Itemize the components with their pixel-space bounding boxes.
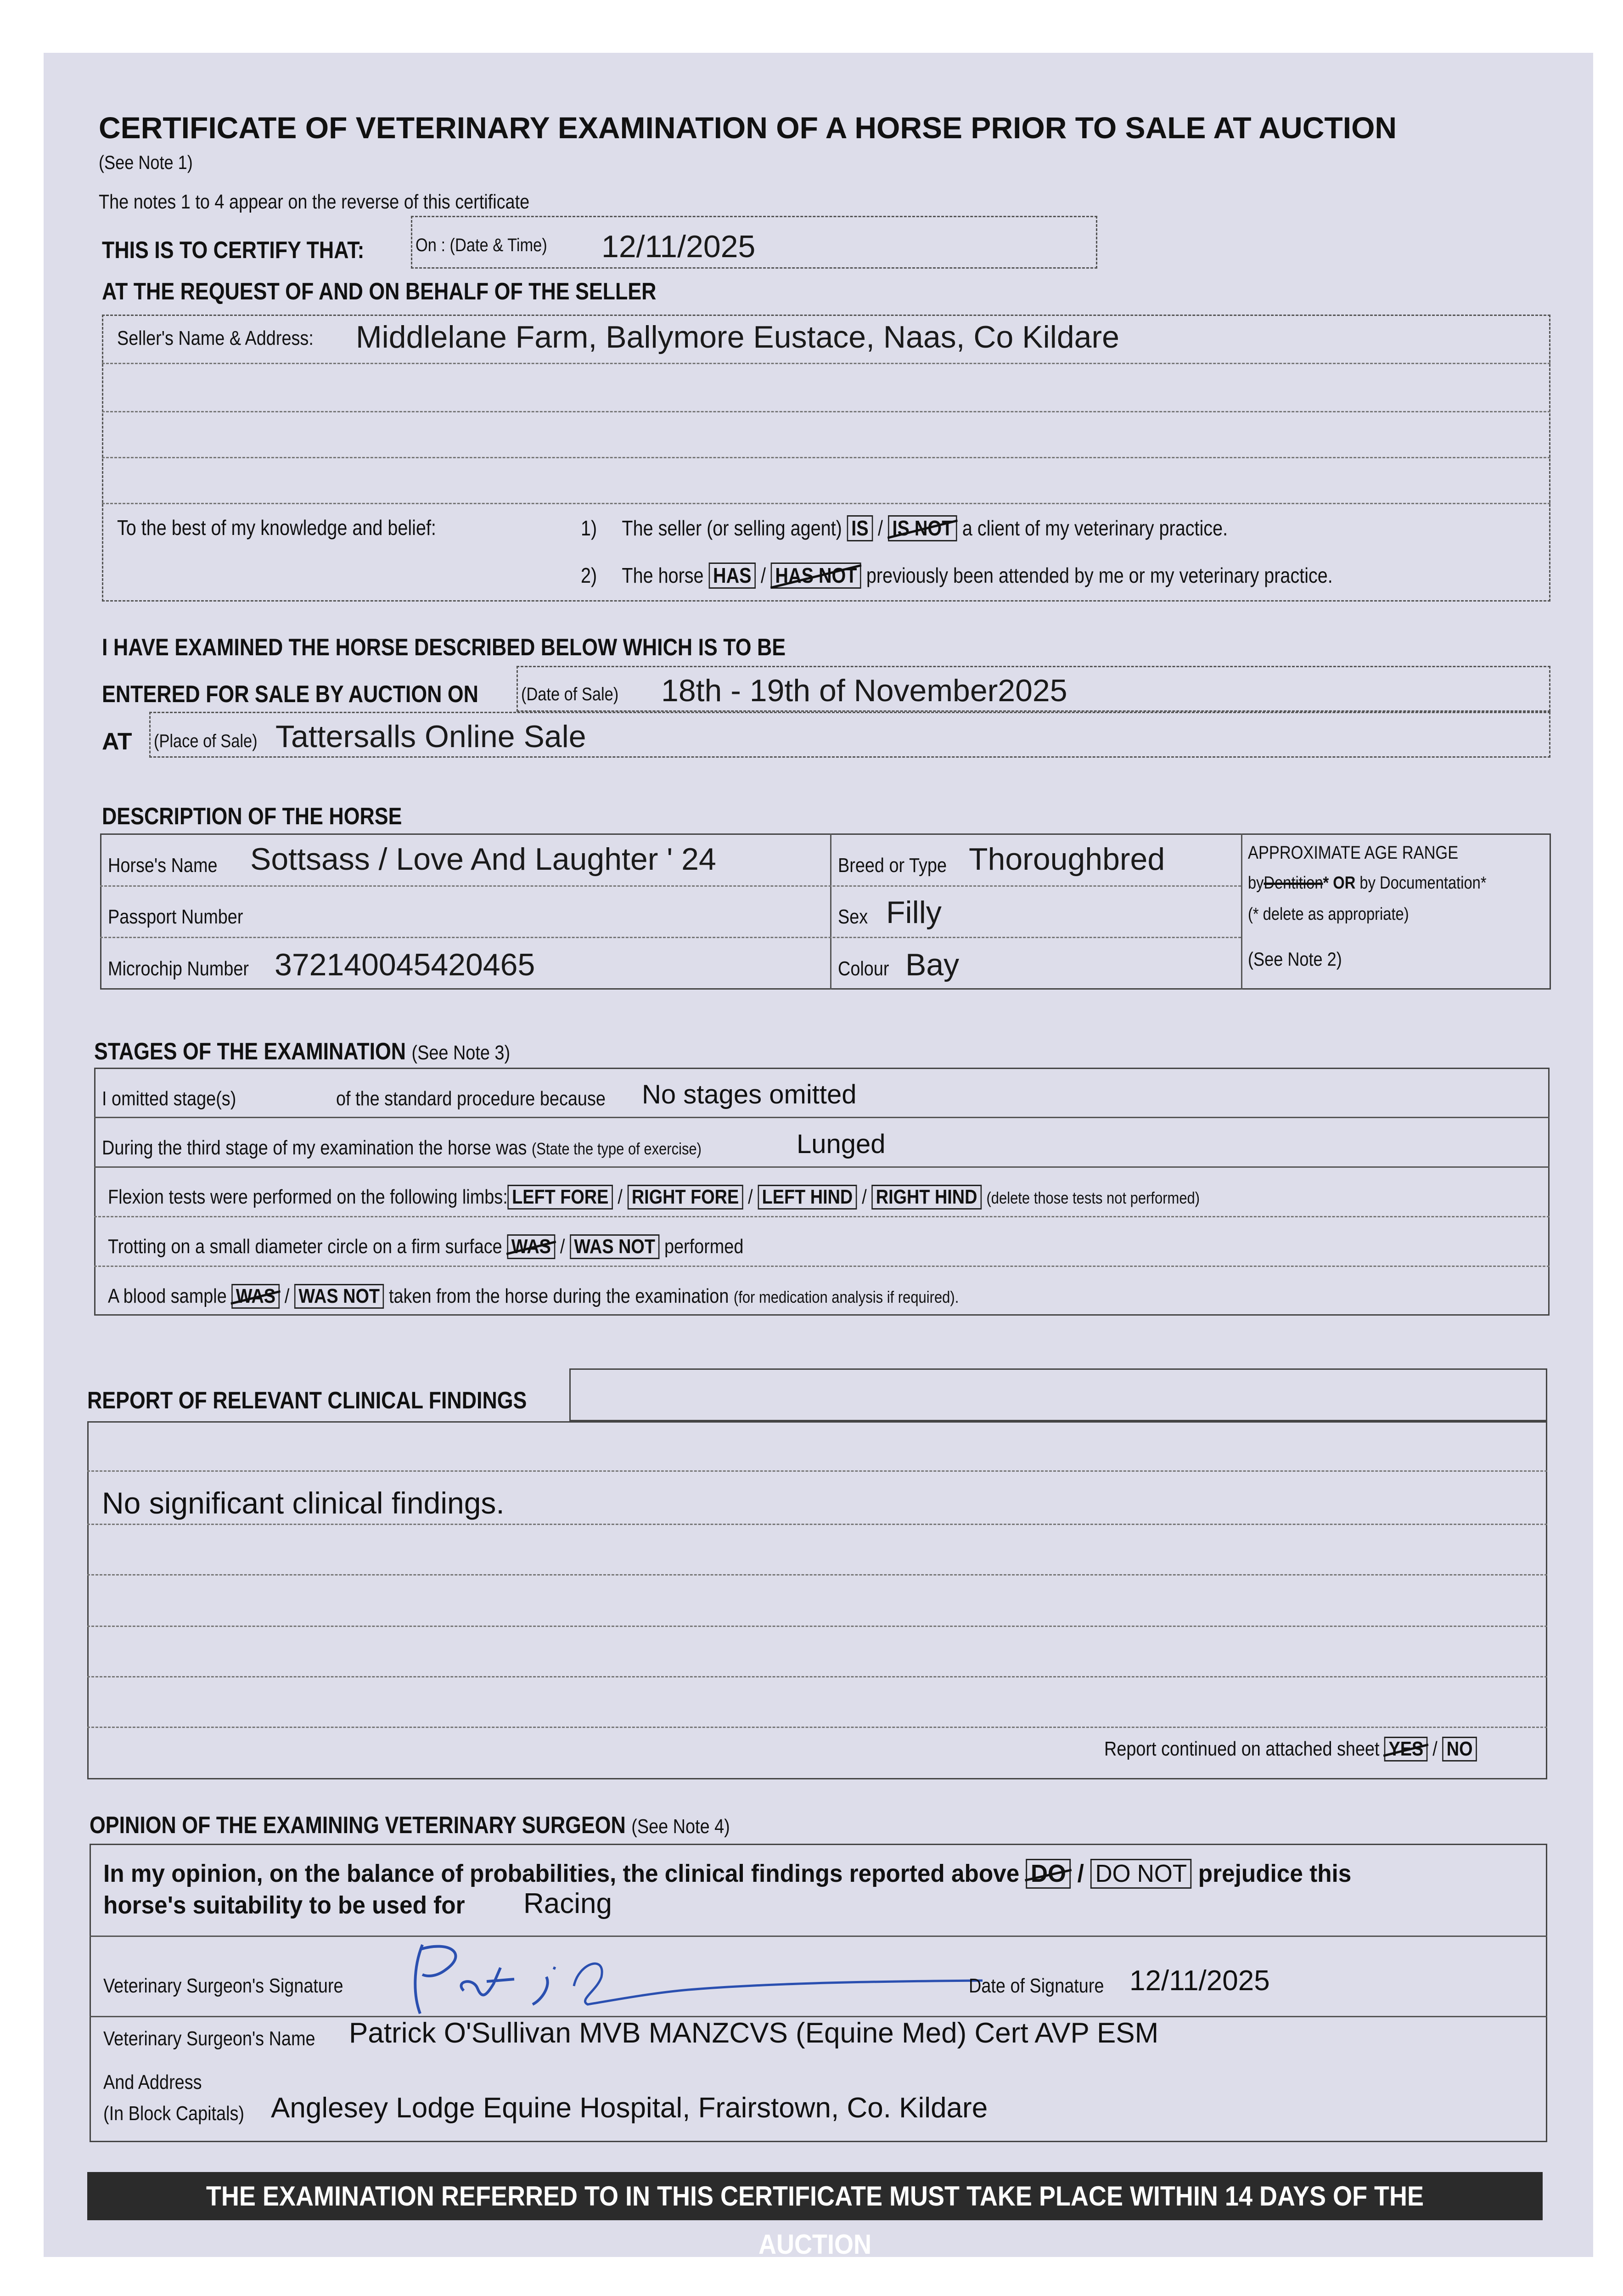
address-value: Anglesey Lodge Equine Hospital, Frairstown, Co. Kildare <box>271 2092 988 2124</box>
sex-label: Sex <box>838 906 868 928</box>
desc-divider-2 <box>1241 833 1242 990</box>
colour-value: Bay <box>905 947 960 982</box>
knowledge-item-2: 2) The horse HAS / HAS NOT previously been attended by me or my veterinary practice. <box>581 563 1455 589</box>
age-delete-note: (* delete as appropriate) <box>1248 905 1409 924</box>
seller-line-3 <box>102 457 1550 458</box>
description-heading: DESCRIPTION OF THE HORSE <box>102 803 402 830</box>
signature-label: Veterinary Surgeon's Signature <box>103 1975 343 1997</box>
report-line-2 <box>87 1524 1547 1525</box>
horse-name-value: Sottsass / Love And Laughter ' 24 <box>250 842 716 877</box>
breed-value: Thoroughbred <box>969 842 1165 877</box>
opinion-heading: OPINION OF THE EXAMINING VETERINARY SURGEON (See Note 4) <box>90 1812 730 1839</box>
certify-label: THIS IS TO CERTIFY THAT: <box>102 237 365 264</box>
stages-heading: STAGES OF THE EXAMINATION (See Note 3) <box>94 1038 511 1065</box>
flexion-row: Flexion tests were performed on the following limbs: LEFT FORE / RIGHT FORE / LEFT HIND / RIGHT HIND (delete those tests not performed) <box>108 1185 1377 1210</box>
stages-line-3 <box>94 1216 1550 1217</box>
notes-line: The notes 1 to 4 appear on the reverse of this certificate <box>99 191 530 213</box>
age-heading: APPROXIMATE AGE RANGE <box>1248 843 1459 863</box>
report-line-4 <box>87 1626 1547 1627</box>
third-stage-label: During the third stage of my examination the horse was (State the type of exercise) <box>102 1137 702 1159</box>
surgeon-name-label: Veterinary Surgeon's Name <box>103 2027 315 2050</box>
report-heading: REPORT OF RELEVANT CLINICAL FINDINGS <box>87 1387 527 1414</box>
report-continued: Report continued on attached sheet YES / NO <box>1104 1737 1538 1761</box>
is-option[interactable]: IS <box>847 515 873 541</box>
certify-date-label: On : (Date & Time) <box>416 235 547 255</box>
right-fore-option[interactable]: RIGHT FORE <box>627 1185 743 1210</box>
seller-value: Middlelane Farm, Ballymore Eustace, Naas, Co Kildare <box>356 320 1119 355</box>
place-of-sale-value: Tattersalls Online Sale <box>275 719 586 754</box>
address-label-b: (In Block Capitals) <box>103 2102 245 2125</box>
seller-label: Seller's Name & Address: <box>117 327 314 349</box>
has-not-option[interactable]: HAS NOT <box>771 563 861 589</box>
omitted-value: No stages omitted <box>642 1080 857 1109</box>
at-label: AT <box>102 728 132 755</box>
seller-line-2 <box>102 411 1550 412</box>
desc-row-line-2 <box>100 937 1241 938</box>
microchip-value: 372140045420465 <box>275 947 535 982</box>
place-of-sale-label: (Place of Sale) <box>154 731 258 751</box>
third-stage-value: Lunged <box>797 1129 886 1159</box>
knowledge-label: To the best of my knowledge and belief: <box>117 516 436 540</box>
address-label-a: And Address <box>103 2071 202 2093</box>
trotting-row: Trotting on a small diameter circle on a firm surface WAS / WAS NOT performed <box>108 1234 847 1259</box>
stages-line-1 <box>94 1117 1550 1118</box>
stages-line-2 <box>94 1166 1550 1168</box>
trot-was-not-option[interactable]: WAS NOT <box>570 1234 660 1259</box>
signature-image <box>395 1936 992 2018</box>
report-heading-box <box>569 1368 1547 1421</box>
left-hind-option[interactable]: LEFT HIND <box>758 1185 857 1210</box>
signature-date-label: Date of Signature <box>969 1975 1104 1997</box>
seller-line-4 <box>102 503 1550 504</box>
omitted-label-a: I omitted stage(s) <box>102 1087 236 1110</box>
is-not-option[interactable]: IS NOT <box>888 515 957 541</box>
horse-name-label: Horse's Name <box>108 854 218 877</box>
date-of-sale-label: (Date of Sale) <box>521 684 619 704</box>
passport-label: Passport Number <box>108 906 243 928</box>
footer-banner: THE EXAMINATION REFERRED TO IN THIS CERTIFICATE MUST TAKE PLACE WITHIN 14 DAYS OF THE AUCTION <box>87 2172 1543 2220</box>
see-note-1: (See Note 1) <box>99 152 193 173</box>
desc-row-line-1 <box>100 885 1241 887</box>
continued-no-option[interactable]: NO <box>1442 1737 1477 1761</box>
opinion-text-line-2: horse's suitability to be used for <box>103 1891 465 1919</box>
opinion-text-line-1: In my opinion, on the balance of probabilities, the clinical findings reported above DO / DO NOT prejudice this <box>103 1859 1417 1889</box>
date-of-sale-value: 18th - 19th of November2025 <box>661 673 1067 708</box>
entered-label: ENTERED FOR SALE BY AUCTION ON <box>102 681 478 708</box>
report-line-3 <box>87 1574 1547 1576</box>
trot-was-option[interactable]: WAS <box>507 1234 555 1259</box>
microchip-label: Microchip Number <box>108 957 249 980</box>
opinion-use-value: Racing <box>523 1888 612 1919</box>
blood-was-not-option[interactable]: WAS NOT <box>294 1284 384 1309</box>
knowledge-item-1: 1) The seller (or selling agent) IS / IS NOT a client of my veterinary practice. <box>581 515 1333 541</box>
has-option[interactable]: HAS <box>709 563 756 589</box>
report-finding: No significant clinical findings. <box>102 1486 505 1520</box>
left-fore-option[interactable]: LEFT FORE <box>508 1185 613 1210</box>
surgeon-name-value: Patrick O'Sullivan MVB MANZCVS (Equine Med) Cert AVP ESM <box>349 2017 1159 2049</box>
age-method: byDentition* OR by Documentation* <box>1248 873 1487 893</box>
age-see-note: (See Note 2) <box>1248 948 1342 970</box>
certify-date-value: 12/11/2025 <box>601 229 756 264</box>
report-line-5 <box>87 1676 1547 1677</box>
blood-was-option[interactable]: WAS <box>231 1284 280 1309</box>
report-box <box>87 1421 1547 1779</box>
do-not-option[interactable]: DO NOT <box>1090 1859 1191 1889</box>
desc-divider-1 <box>830 833 831 990</box>
examined-heading: I HAVE EXAMINED THE HORSE DESCRIBED BELOW WHICH IS TO BE <box>102 634 786 661</box>
breed-label: Breed or Type <box>838 854 947 877</box>
colour-label: Colour <box>838 957 889 980</box>
omitted-label-b: of the standard procedure because <box>336 1087 606 1110</box>
signature-date-value: 12/11/2025 <box>1129 1965 1270 1997</box>
report-line-6 <box>87 1727 1547 1728</box>
request-heading: AT THE REQUEST OF AND ON BEHALF OF THE SELLER <box>102 278 657 305</box>
report-line-1 <box>87 1470 1547 1472</box>
continued-yes-option[interactable]: YES <box>1384 1737 1428 1761</box>
stages-line-4 <box>94 1266 1550 1267</box>
seller-line-1 <box>102 363 1550 364</box>
right-hind-option[interactable]: RIGHT HIND <box>871 1185 982 1210</box>
certificate-title: CERTIFICATE OF VETERINARY EXAMINATION OF A HORSE PRIOR TO SALE AT AUCTION <box>99 111 1397 145</box>
blood-row: A blood sample WAS / WAS NOT taken from the horse during the examination (for medication analysis if required). <box>108 1284 1097 1309</box>
dentition-struck[interactable]: Dentition <box>1264 873 1323 893</box>
sex-value: Filly <box>886 895 942 930</box>
do-option[interactable]: DO <box>1026 1859 1071 1889</box>
